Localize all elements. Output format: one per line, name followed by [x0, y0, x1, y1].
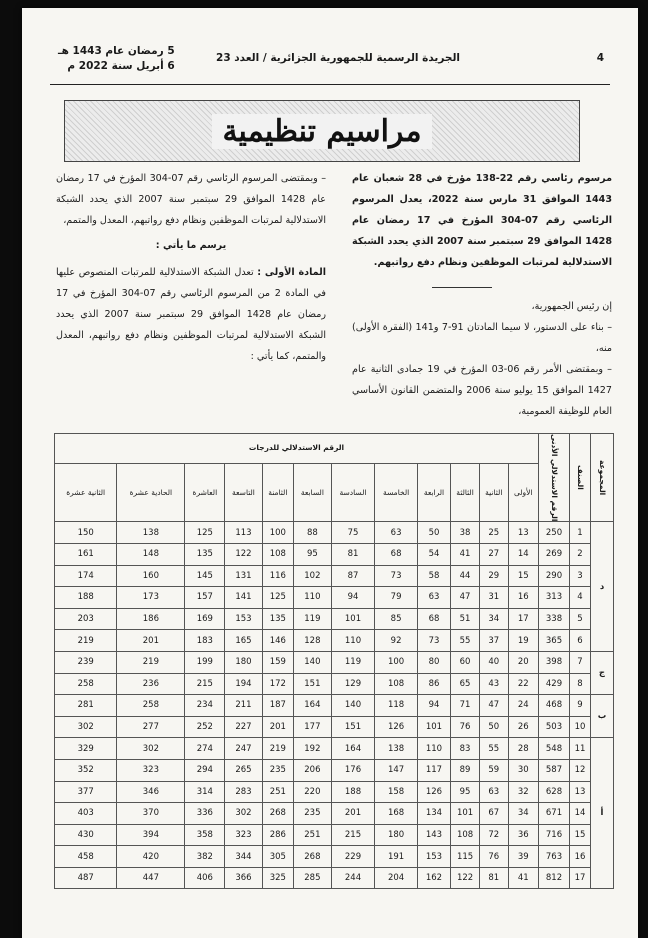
salary-index-table	[54, 433, 614, 889]
step-index-cell: 447	[117, 867, 185, 889]
step-index-cell: 122	[451, 867, 480, 889]
step-index-cell: 219	[55, 630, 117, 652]
article-1	[56, 262, 326, 367]
step-index-cell: 165	[225, 630, 262, 652]
step-index-cell: 394	[117, 824, 185, 846]
step-index-cell: 258	[55, 673, 117, 695]
step-header: السادسة	[331, 463, 375, 522]
step-index-cell: 134	[417, 803, 450, 825]
class-cell: 16	[570, 846, 591, 868]
step-index-cell: 68	[417, 608, 450, 630]
step-index-cell: 323	[117, 759, 185, 781]
step-index-cell: 188	[331, 781, 375, 803]
step-index-cell: 406	[185, 867, 225, 889]
step-header: الرابعة	[417, 463, 450, 522]
step-index-cell: 81	[479, 867, 508, 889]
step-index-cell: 108	[375, 673, 418, 695]
step-index-cell: 100	[262, 522, 294, 544]
step-index-cell: 15	[508, 565, 538, 587]
class-cell: 5	[570, 608, 591, 630]
page-number: 4	[596, 52, 604, 64]
step-index-cell: 199	[185, 651, 225, 673]
step-index-cell: 100	[375, 651, 418, 673]
paragraph: – وبمقتضى الأمر رقم 06-03 المؤرخ في 19 جمادى الثانية عام 1427 الموافق 15 يوليو سنة 2006 والمتضمن القانون الأساسي العام للوظيفة العمومية،	[352, 364, 612, 417]
step-index-cell: 206	[294, 759, 332, 781]
step-index-cell: 39	[508, 846, 538, 868]
step-index-cell: 336	[185, 803, 225, 825]
table-row	[55, 738, 614, 760]
step-index-cell: 281	[55, 695, 117, 717]
step-index-cell: 119	[294, 608, 332, 630]
class-cell: 7	[570, 651, 591, 673]
step-index-cell: 162	[417, 867, 450, 889]
step-index-cell: 305	[262, 846, 294, 868]
step-index-cell: 174	[55, 565, 117, 587]
section-banner	[64, 100, 580, 162]
step-index-cell: 30	[508, 759, 538, 781]
table-row	[55, 759, 614, 781]
step-index-cell: 219	[117, 651, 185, 673]
decree-title: مرسوم رئاسي رقم 22-138 مؤرخ في 28 شعبان عام 1443 الموافق 31 مارس سنة 2022، يعدل المرسوم الرئاسي رقم 07-304 المؤرخ في 17 رمضان عام 1428 الموافق 29 سبتمبر سنة 2007 الذي يحدد الشبكة الاستدلالية لمرتبات الموظفين ونظام دفع رواتبهم.	[352, 173, 613, 268]
step-index-cell: 430	[55, 824, 117, 846]
class-cell: 9	[570, 695, 591, 717]
separator	[432, 287, 492, 288]
step-index-cell: 176	[331, 759, 375, 781]
step-index-cell: 128	[294, 630, 332, 652]
step-index-cell: 187	[262, 695, 294, 717]
step-index-cell: 151	[294, 673, 332, 695]
steps-header-row	[55, 463, 614, 522]
step-index-cell: 191	[375, 846, 418, 868]
step-index-cell: 239	[55, 651, 117, 673]
step-index-cell: 16	[508, 587, 538, 609]
class-cell: 2	[570, 543, 591, 565]
table-row	[55, 781, 614, 803]
step-index-cell: 285	[294, 867, 332, 889]
step-index-cell: 47	[451, 587, 480, 609]
step-index-cell: 125	[262, 587, 294, 609]
step-index-cell: 34	[479, 608, 508, 630]
group-cell: ج	[591, 651, 614, 694]
step-index-cell: 215	[331, 824, 375, 846]
group-cell: ب	[591, 695, 614, 738]
article-label: المادة الأولى :	[257, 267, 326, 278]
step-index-cell: 302	[225, 803, 262, 825]
step-index-cell: 141	[225, 587, 262, 609]
step-index-cell: 31	[479, 587, 508, 609]
table-row	[55, 565, 614, 587]
step-index-cell: 366	[225, 867, 262, 889]
step-index-cell: 160	[117, 565, 185, 587]
min-index-cell: 313	[539, 587, 570, 609]
step-index-cell: 36	[508, 824, 538, 846]
step-index-cell: 24	[508, 695, 538, 717]
journal-title: الجريدة الرسمية للجمهورية الجزائرية / العدد 23	[216, 52, 460, 64]
paragraph: إن رئيس الجمهورية،	[531, 301, 612, 312]
step-header: الثانية	[479, 463, 508, 522]
step-index-cell: 177	[294, 716, 332, 738]
step-index-cell: 186	[117, 608, 185, 630]
step-index-cell: 164	[294, 695, 332, 717]
step-index-cell: 92	[375, 630, 418, 652]
step-index-cell: 194	[225, 673, 262, 695]
step-index-cell: 58	[417, 565, 450, 587]
step-index-cell: 203	[55, 608, 117, 630]
step-index-cell: 138	[117, 522, 185, 544]
step-index-cell: 211	[225, 695, 262, 717]
step-index-cell: 169	[185, 608, 225, 630]
step-index-cell: 63	[375, 522, 418, 544]
min-index-cell: 548	[539, 738, 570, 760]
step-index-cell: 75	[331, 522, 375, 544]
step-index-cell: 67	[479, 803, 508, 825]
step-index-cell: 235	[294, 803, 332, 825]
step-index-cell: 158	[375, 781, 418, 803]
step-index-cell: 164	[331, 738, 375, 760]
step-index-cell: 95	[294, 543, 332, 565]
min-index-cell: 671	[539, 803, 570, 825]
step-index-cell: 201	[262, 716, 294, 738]
step-index-cell: 140	[331, 695, 375, 717]
step-index-cell: 323	[225, 824, 262, 846]
step-index-cell: 83	[451, 738, 480, 760]
step-index-cell: 101	[451, 803, 480, 825]
step-index-cell: 153	[225, 608, 262, 630]
step-index-cell: 265	[225, 759, 262, 781]
step-index-cell: 358	[185, 824, 225, 846]
step-index-cell: 117	[417, 759, 450, 781]
step-index-cell: 302	[55, 716, 117, 738]
step-index-cell: 79	[375, 587, 418, 609]
right-column	[352, 168, 612, 422]
step-index-cell: 86	[417, 673, 450, 695]
step-index-cell: 85	[375, 608, 418, 630]
step-index-cell: 235	[262, 759, 294, 781]
class-cell: 11	[570, 738, 591, 760]
date-hijri: 5 رمضان عام 1443 هـ	[58, 45, 175, 57]
step-index-cell: 65	[451, 673, 480, 695]
step-header: التاسعة	[225, 463, 262, 522]
step-header: الحادية عشرة	[117, 463, 185, 522]
step-index-cell: 236	[117, 673, 185, 695]
step-index-cell: 108	[262, 543, 294, 565]
page-header	[50, 42, 610, 85]
step-index-cell: 159	[262, 651, 294, 673]
step-index-cell: 219	[262, 738, 294, 760]
step-index-cell: 227	[225, 716, 262, 738]
step-index-cell: 110	[294, 587, 332, 609]
class-cell: 13	[570, 781, 591, 803]
step-index-cell: 37	[479, 630, 508, 652]
step-index-cell: 138	[375, 738, 418, 760]
step-index-cell: 420	[117, 846, 185, 868]
step-index-cell: 370	[117, 803, 185, 825]
class-cell: 14	[570, 803, 591, 825]
step-index-cell: 20	[508, 651, 538, 673]
step-index-cell: 68	[375, 543, 418, 565]
step-index-cell: 125	[185, 522, 225, 544]
step-index-cell: 43	[479, 673, 508, 695]
paragraph: – وبمقتضى المرسوم الرئاسي رقم 07-304 المؤرخ في 17 رمضان عام 1428 الموافق 29 سبتمبر سنة 2007 الذي يحدد الشبكة الاستدلالية لمرتبات الموظفين ونظام دفع رواتبهم، المعدل والمتمم،	[56, 173, 327, 226]
table-row	[55, 716, 614, 738]
step-index-cell: 38	[451, 522, 480, 544]
step-index-cell: 80	[417, 651, 450, 673]
left-column	[56, 168, 326, 367]
step-index-cell: 101	[417, 716, 450, 738]
step-index-cell: 382	[185, 846, 225, 868]
step-index-cell: 94	[417, 695, 450, 717]
class-cell: 10	[570, 716, 591, 738]
step-index-cell: 60	[451, 651, 480, 673]
step-index-cell: 72	[479, 824, 508, 846]
step-index-cell: 34	[508, 803, 538, 825]
step-index-cell: 108	[451, 824, 480, 846]
step-index-cell: 329	[55, 738, 117, 760]
step-index-cell: 22	[508, 673, 538, 695]
step-index-cell: 251	[262, 781, 294, 803]
step-index-cell: 140	[294, 651, 332, 673]
table-row	[55, 608, 614, 630]
table-row	[55, 824, 614, 846]
step-index-cell: 32	[508, 781, 538, 803]
table-row	[55, 673, 614, 695]
step-index-cell: 102	[294, 565, 332, 587]
step-index-cell: 87	[331, 565, 375, 587]
class-cell: 8	[570, 673, 591, 695]
min-index-cell: 269	[539, 543, 570, 565]
step-index-cell: 110	[417, 738, 450, 760]
step-index-cell: 47	[479, 695, 508, 717]
step-index-cell: 180	[375, 824, 418, 846]
step-index-cell: 115	[451, 846, 480, 868]
min-index-cell: 503	[539, 716, 570, 738]
header-min-index: الرقم الاستدلالي الأدنى	[539, 434, 570, 522]
step-index-cell: 113	[225, 522, 262, 544]
table-row	[55, 522, 614, 544]
step-index-cell: 51	[451, 608, 480, 630]
step-index-cell: 377	[55, 781, 117, 803]
step-index-cell: 244	[331, 867, 375, 889]
step-index-cell: 89	[451, 759, 480, 781]
step-index-cell: 192	[294, 738, 332, 760]
step-index-cell: 14	[508, 543, 538, 565]
step-index-cell: 126	[375, 716, 418, 738]
step-index-cell: 251	[294, 824, 332, 846]
class-cell: 15	[570, 824, 591, 846]
step-index-cell: 180	[225, 651, 262, 673]
step-index-cell: 403	[55, 803, 117, 825]
step-index-cell: 73	[375, 565, 418, 587]
step-header: الثالثة	[451, 463, 480, 522]
step-index-cell: 29	[479, 565, 508, 587]
step-index-cell: 147	[375, 759, 418, 781]
table-row	[55, 543, 614, 565]
table-body	[55, 522, 614, 889]
step-index-cell: 63	[417, 587, 450, 609]
step-index-cell: 302	[117, 738, 185, 760]
group-cell: أ	[591, 738, 614, 889]
table-row	[55, 867, 614, 889]
class-cell: 12	[570, 759, 591, 781]
article-text: تعدل الشبكة الاستدلالية للمرتبات المنصوص عليها في المادة 2 من المرسوم الرئاسي رقم 07-304 المؤرخ في 17 رمضان عام 1428 الموافق 29 سبتمبر سنة 2007 الذي يحدد الشبكة الاستدلالية لمرتبات الموظفين ونظام دفع رواتبهم، المعدل والمتمم، كما يأتي :	[56, 267, 326, 362]
step-index-cell: 122	[225, 543, 262, 565]
step-index-cell: 81	[331, 543, 375, 565]
step-index-cell: 294	[185, 759, 225, 781]
step-index-cell: 63	[479, 781, 508, 803]
step-index-cell: 487	[55, 867, 117, 889]
step-index-cell: 173	[117, 587, 185, 609]
step-index-cell: 50	[417, 522, 450, 544]
step-index-cell: 458	[55, 846, 117, 868]
min-index-cell: 763	[539, 846, 570, 868]
header-step-index: الرقم الاستدلالي للدرجات	[55, 434, 539, 464]
step-index-cell: 135	[185, 543, 225, 565]
min-index-cell: 398	[539, 651, 570, 673]
step-index-cell: 220	[294, 781, 332, 803]
step-index-cell: 344	[225, 846, 262, 868]
step-header: الثامنة	[262, 463, 294, 522]
table-row	[55, 630, 614, 652]
header-group: المجموعة	[591, 434, 614, 522]
class-cell: 1	[570, 522, 591, 544]
step-index-cell: 247	[225, 738, 262, 760]
step-index-cell: 17	[508, 608, 538, 630]
step-index-cell: 110	[331, 630, 375, 652]
step-index-cell: 40	[479, 651, 508, 673]
step-index-cell: 150	[55, 522, 117, 544]
step-index-cell: 41	[508, 867, 538, 889]
step-index-cell: 71	[451, 695, 480, 717]
step-index-cell: 118	[375, 695, 418, 717]
step-index-cell: 101	[331, 608, 375, 630]
min-index-cell: 468	[539, 695, 570, 717]
header-class: الصنف	[570, 434, 591, 522]
step-header: السابعة	[294, 463, 332, 522]
step-index-cell: 146	[262, 630, 294, 652]
min-index-cell: 628	[539, 781, 570, 803]
step-index-cell: 157	[185, 587, 225, 609]
step-index-cell: 145	[185, 565, 225, 587]
step-index-cell: 95	[451, 781, 480, 803]
step-index-cell: 151	[331, 716, 375, 738]
step-index-cell: 73	[417, 630, 450, 652]
step-index-cell: 26	[508, 716, 538, 738]
min-index-cell: 290	[539, 565, 570, 587]
step-index-cell: 19	[508, 630, 538, 652]
step-index-cell: 215	[185, 673, 225, 695]
class-cell: 6	[570, 630, 591, 652]
step-index-cell: 258	[117, 695, 185, 717]
step-index-cell: 268	[294, 846, 332, 868]
step-index-cell: 27	[479, 543, 508, 565]
table-row	[55, 803, 614, 825]
min-index-cell: 365	[539, 630, 570, 652]
step-index-cell: 50	[479, 716, 508, 738]
step-index-cell: 55	[479, 738, 508, 760]
step-index-cell: 129	[331, 673, 375, 695]
step-index-cell: 183	[185, 630, 225, 652]
step-index-cell: 88	[294, 522, 332, 544]
min-index-cell: 338	[539, 608, 570, 630]
step-index-cell: 161	[55, 543, 117, 565]
table-row	[55, 846, 614, 868]
step-index-cell: 76	[479, 846, 508, 868]
step-index-cell: 274	[185, 738, 225, 760]
step-index-cell: 325	[262, 867, 294, 889]
min-index-cell: 250	[539, 522, 570, 544]
step-header: الأولى	[508, 463, 538, 522]
step-index-cell: 234	[185, 695, 225, 717]
step-index-cell: 131	[225, 565, 262, 587]
step-header: العاشرة	[185, 463, 225, 522]
step-index-cell: 126	[417, 781, 450, 803]
table-row	[55, 587, 614, 609]
table-row	[55, 695, 614, 717]
step-index-cell: 25	[479, 522, 508, 544]
step-index-cell: 352	[55, 759, 117, 781]
min-index-cell: 429	[539, 673, 570, 695]
step-header: الثانية عشرة	[55, 463, 117, 522]
step-index-cell: 135	[262, 608, 294, 630]
date-gregorian: 6 أبريل سنة 2022 م	[67, 60, 175, 72]
step-index-cell: 252	[185, 716, 225, 738]
step-index-cell: 283	[225, 781, 262, 803]
step-index-cell: 168	[375, 803, 418, 825]
step-index-cell: 153	[417, 846, 450, 868]
step-index-cell: 119	[331, 651, 375, 673]
step-index-cell: 172	[262, 673, 294, 695]
issue-date	[58, 44, 175, 74]
step-index-cell: 268	[262, 803, 294, 825]
step-index-cell: 188	[55, 587, 117, 609]
gazette-page	[22, 8, 638, 938]
step-index-cell: 28	[508, 738, 538, 760]
table-row	[55, 651, 614, 673]
decree-formula: يرسم ما يأتي :	[155, 240, 227, 251]
step-index-cell: 76	[451, 716, 480, 738]
group-cell: د	[591, 522, 614, 652]
step-index-cell: 201	[331, 803, 375, 825]
step-index-cell: 143	[417, 824, 450, 846]
step-index-cell: 201	[117, 630, 185, 652]
step-header: الخامسة	[375, 463, 418, 522]
class-cell: 17	[570, 867, 591, 889]
step-index-cell: 277	[117, 716, 185, 738]
min-index-cell: 716	[539, 824, 570, 846]
step-index-cell: 59	[479, 759, 508, 781]
step-index-cell: 286	[262, 824, 294, 846]
step-index-cell: 148	[117, 543, 185, 565]
step-index-cell: 229	[331, 846, 375, 868]
min-index-cell: 812	[539, 867, 570, 889]
step-index-cell: 204	[375, 867, 418, 889]
step-index-cell: 44	[451, 565, 480, 587]
step-index-cell: 13	[508, 522, 538, 544]
step-index-cell: 346	[117, 781, 185, 803]
min-index-cell: 587	[539, 759, 570, 781]
step-index-cell: 94	[331, 587, 375, 609]
class-cell: 4	[570, 587, 591, 609]
step-index-cell: 41	[451, 543, 480, 565]
step-index-cell: 55	[451, 630, 480, 652]
step-index-cell: 54	[417, 543, 450, 565]
step-index-cell: 314	[185, 781, 225, 803]
paragraph: – بناء على الدستور، لا سيما المادتان 91-7 و141 (الفقرة الأولى) منه،	[352, 322, 612, 354]
step-index-cell: 116	[262, 565, 294, 587]
class-cell: 3	[570, 565, 591, 587]
section-title: مراسيم تنظيمية	[212, 114, 431, 149]
